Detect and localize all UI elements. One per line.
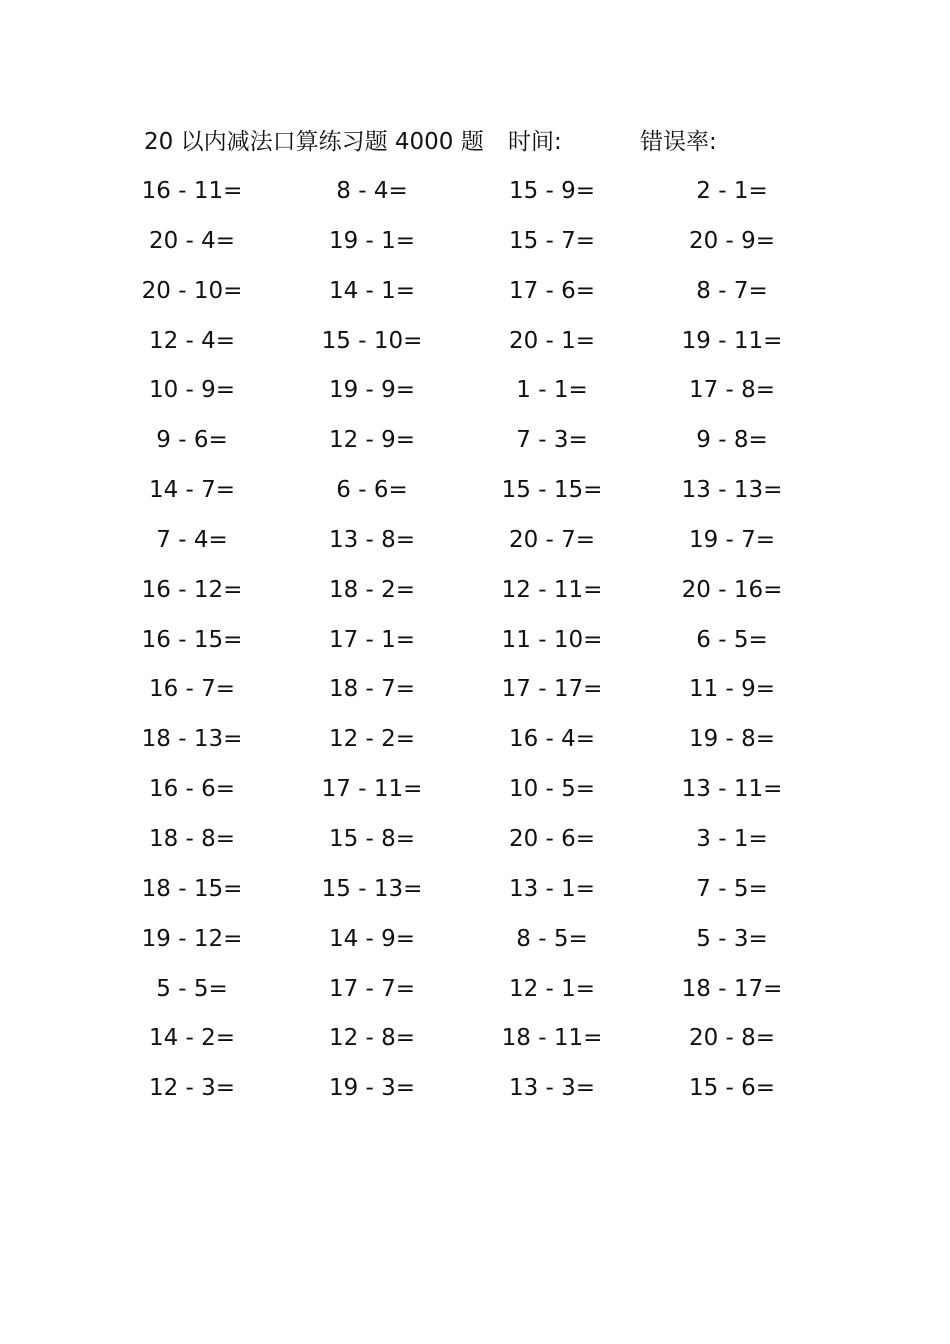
time-label: 时间: <box>508 129 562 155</box>
problem-item: 16 - 15= <box>141 626 243 653</box>
problem-item: 20 - 1= <box>508 327 596 354</box>
problem-item: 18 - 15= <box>141 875 243 902</box>
problem-item: 15 - 13= <box>321 875 423 902</box>
problem-item: 18 - 11= <box>501 1025 603 1052</box>
problem-row <box>0 1019 950 1069</box>
problem-item: 15 - 7= <box>508 227 596 254</box>
problem-item: 17 - 1= <box>328 626 416 653</box>
problem-row <box>0 870 950 920</box>
problem-item: 19 - 9= <box>328 377 416 404</box>
problem-row <box>0 172 950 222</box>
problem-item: 14 - 9= <box>328 925 416 952</box>
problem-item: 16 - 4= <box>508 726 596 753</box>
problem-item: 1 - 1= <box>516 377 588 404</box>
problem-item: 12 - 9= <box>328 427 416 454</box>
problem-item: 3 - 1= <box>696 825 768 852</box>
problem-item: 19 - 3= <box>328 1075 416 1102</box>
problem-item: 15 - 10= <box>321 327 423 354</box>
problem-row <box>0 222 950 272</box>
problem-item: 16 - 11= <box>141 178 243 204</box>
problem-item: 8 - 5= <box>516 925 588 952</box>
problem-row <box>0 471 950 521</box>
problem-row <box>0 571 950 621</box>
problem-item: 18 - 7= <box>328 676 416 703</box>
problem-item: 20 - 4= <box>148 227 236 254</box>
problem-item: 13 - 13= <box>681 477 783 504</box>
problem-item: 16 - 6= <box>148 776 236 803</box>
problem-item: 19 - 11= <box>681 327 783 354</box>
problem-item: 13 - 3= <box>508 1075 596 1102</box>
problem-item: 2 - 1= <box>696 178 768 204</box>
problem-row <box>0 720 950 770</box>
worksheet-header <box>144 124 844 160</box>
problem-item: 18 - 2= <box>328 576 416 603</box>
problem-item: 6 - 6= <box>336 477 408 504</box>
problem-item: 15 - 15= <box>501 477 603 504</box>
problem-item: 8 - 4= <box>336 178 408 204</box>
problem-item: 10 - 5= <box>508 776 596 803</box>
problem-item: 16 - 12= <box>141 576 243 603</box>
problem-row <box>0 670 950 720</box>
problem-item: 14 - 7= <box>148 477 236 504</box>
problem-row <box>0 272 950 322</box>
problem-item: 15 - 8= <box>328 825 416 852</box>
problem-item: 9 - 6= <box>156 427 228 454</box>
problem-item: 15 - 9= <box>508 178 596 204</box>
problem-item: 8 - 7= <box>696 277 768 304</box>
problem-item: 13 - 11= <box>681 776 783 803</box>
worksheet-title: 20 以内减法口算练习题 4000 题 <box>144 129 484 155</box>
problem-item: 17 - 11= <box>321 776 423 803</box>
problem-item: 19 - 12= <box>141 925 243 952</box>
problem-item: 11 - 9= <box>688 676 776 703</box>
problem-row <box>0 371 950 421</box>
problem-item: 19 - 8= <box>688 726 776 753</box>
problem-item: 13 - 8= <box>328 526 416 553</box>
problem-item: 17 - 7= <box>328 975 416 1002</box>
problem-grid <box>0 172 950 1119</box>
problem-item: 10 - 9= <box>148 377 236 404</box>
problem-row <box>0 970 950 1020</box>
problem-item: 20 - 8= <box>688 1025 776 1052</box>
problem-item: 20 - 6= <box>508 825 596 852</box>
problem-row <box>0 920 950 970</box>
problem-item: 7 - 3= <box>516 427 588 454</box>
problem-item: 18 - 8= <box>148 825 236 852</box>
problem-row <box>0 322 950 372</box>
problem-item: 12 - 4= <box>148 327 236 354</box>
problem-item: 12 - 2= <box>328 726 416 753</box>
problem-row <box>0 621 950 671</box>
problem-item: 18 - 17= <box>681 975 783 1002</box>
problem-item: 19 - 7= <box>688 526 776 553</box>
problem-item: 18 - 13= <box>141 726 243 753</box>
problem-item: 20 - 16= <box>681 576 783 603</box>
problem-item: 20 - 9= <box>688 227 776 254</box>
problem-item: 9 - 8= <box>696 427 768 454</box>
problem-row <box>0 770 950 820</box>
error-rate-label: 错误率: <box>640 129 717 155</box>
problem-item: 17 - 8= <box>688 377 776 404</box>
problem-item: 20 - 10= <box>141 277 243 304</box>
problem-row <box>0 1069 950 1119</box>
problem-item: 7 - 5= <box>696 875 768 902</box>
problem-item: 12 - 8= <box>328 1025 416 1052</box>
problem-item: 20 - 7= <box>508 526 596 553</box>
problem-item: 12 - 11= <box>501 576 603 603</box>
problem-item: 14 - 2= <box>148 1025 236 1052</box>
problem-item: 13 - 1= <box>508 875 596 902</box>
problem-row <box>0 521 950 571</box>
problem-item: 5 - 3= <box>696 925 768 952</box>
problem-item: 7 - 4= <box>156 526 228 553</box>
problem-item: 17 - 6= <box>508 277 596 304</box>
problem-item: 15 - 6= <box>688 1075 776 1102</box>
problem-row <box>0 421 950 471</box>
problem-item: 5 - 5= <box>156 975 228 1002</box>
problem-row <box>0 820 950 870</box>
problem-item: 16 - 7= <box>148 676 236 703</box>
problem-item: 17 - 17= <box>501 676 603 703</box>
problem-item: 6 - 5= <box>696 626 768 653</box>
problem-item: 12 - 3= <box>148 1075 236 1102</box>
problem-item: 14 - 1= <box>328 277 416 304</box>
problem-item: 11 - 10= <box>501 626 603 653</box>
problem-item: 19 - 1= <box>328 227 416 254</box>
problem-item: 12 - 1= <box>508 975 596 1002</box>
